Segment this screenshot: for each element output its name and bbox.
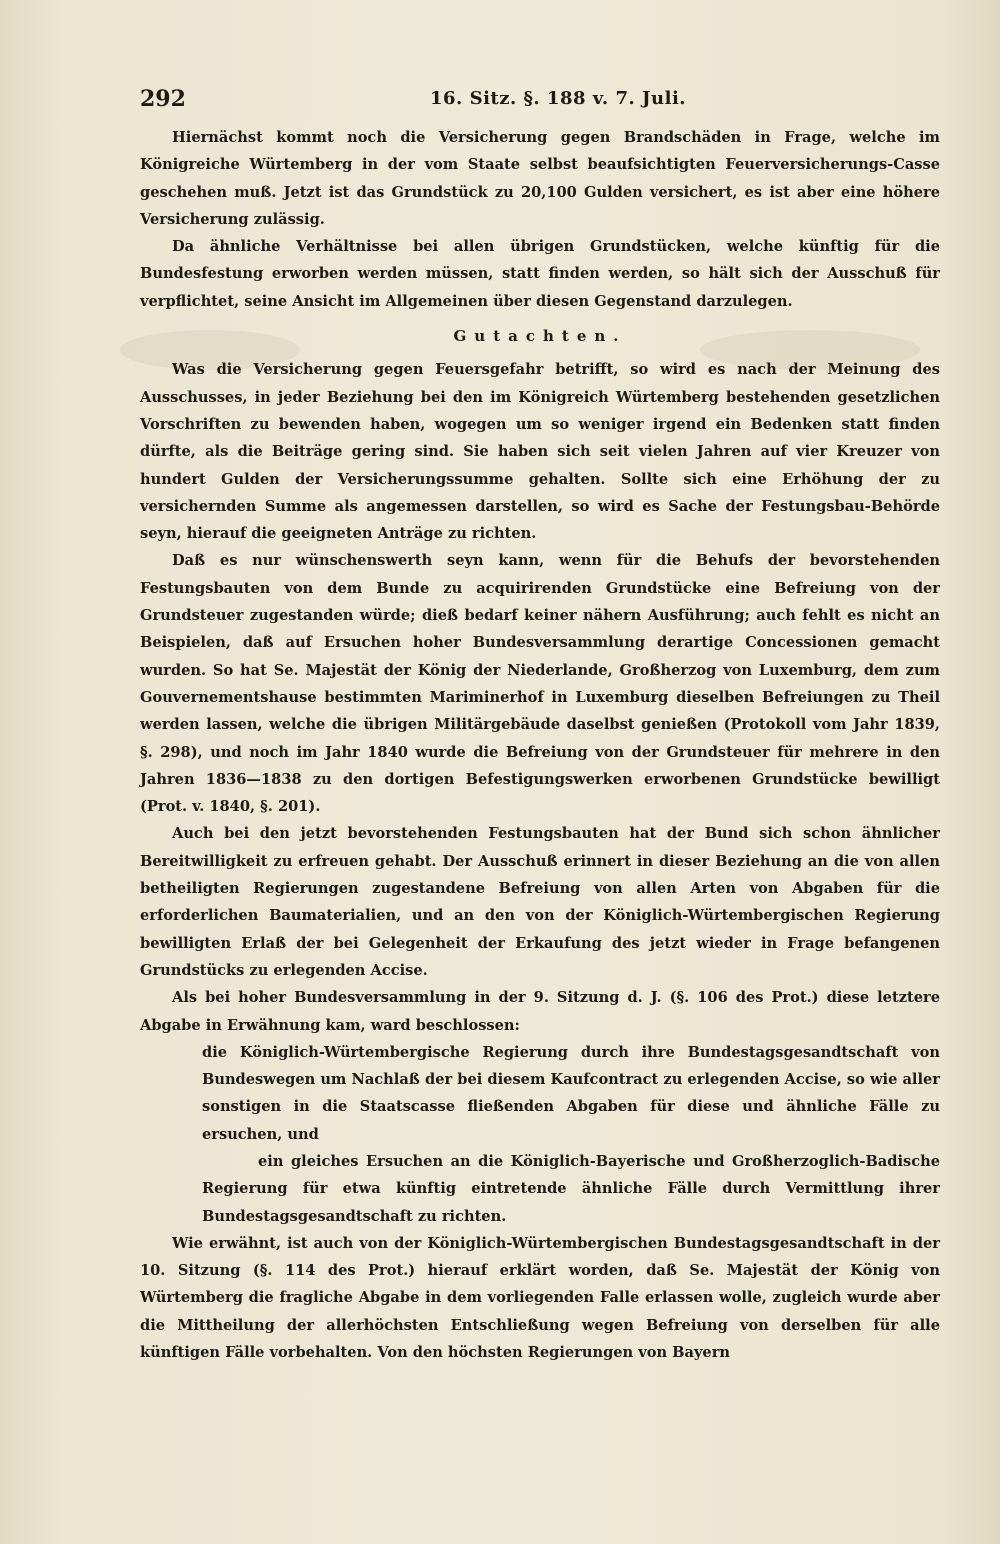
paragraph: Was die Versicherung gegen Feuersgefahr betrifft, so wird es nach der Meinung des Ausschusses, in jeder Beziehung bei den im Königreich Würtemberg bestehenden gesetzlichen Vorschriften zu bewenden haben, wogegen um so weniger irgend ein Bedenken statt finden dürfte, als die Beiträge gering sind. Sie haben sich seit vielen Jahren auf vier Kreuzer von hundert Gulden der Versicherungssumme gehalten. Sollte sich eine Erhöhung der zu versichernden Summe als angemessen darstellen, so wird es Sache der Festungsbau-Behörde seyn, hierauf die geeigneten Anträge zu richten. <box>140 361 940 543</box>
paragraph: Auch bei den jetzt bevorstehenden Festungsbauten hat der Bund sich schon ähnlicher Bereitwilligkeit zu erfreuen gehabt. Der Ausschuß erinnert in dieser Beziehung an die von allen betheiligten Regierungen zugestandene Befreiung von allen Arten von Abgaben für die erforderlichen Baumaterialien, und an den von der Königlich-Würtembergischen Regierung bewilligten Erlaß der bei Gelegenheit der Erkaufung des jetzt wieder in Frage befangenen Grundstücks zu erlegenden Accise. <box>140 825 940 979</box>
page-header <box>140 86 940 116</box>
paragraph: Hiernächst kommt noch die Versicherung gegen Brandschäden in Frage, welche im Königreiche Würtemberg in der vom Staate selbst beaufsichtigten Feuerversicherungs-Casse geschehen muß. Jetzt ist das Grundstück zu 20,100 Gulden versichert, es ist aber eine höhere Versicherung zulässig. <box>140 129 940 228</box>
resolution-clause: ein gleiches Ersuchen an die Königlich-Bayerische und Großherzoglich-Badische Regierung für etwa künftig eintretende ähnliche Fälle durch Vermittlung ihrer Bundestagsgesandtschaft zu richten. <box>202 1152 940 1225</box>
running-title: 16. Sitz. §. 188 v. 7. Juli. <box>430 88 687 109</box>
page-number: 292 <box>140 86 186 112</box>
paragraph: Als bei hoher Bundesversammlung in der 9. Sitzung d. J. (§. 106 des Prot.) diese letztere Abgabe in Erwähnung kam, ward beschlossen: <box>140 989 940 1034</box>
paragraph: Da ähnliche Verhältnisse bei allen übrigen Grundstücken, welche künftig für die Bundesfestung erworben werden müssen, statt finden werden, so hält sich der Ausschuß für verpflichtet, seine Ansicht im Allgemeinen über diesen Gegenstand darzulegen. <box>140 238 940 310</box>
resolution-clause: die Königlich-Würtembergische Regierung durch ihre Bundestagsgesandtschaft von Bundeswegen um Nachlaß der bei diesem Kaufcontract zu erlegenden Accise, so wie aller sonstigen in die Staatscasse fließenden Abgaben für diese und ähnliche Fälle zu ersuchen, und <box>202 1043 940 1143</box>
paragraph: Daß es nur wünschenswerth seyn kann, wenn für die Behufs der bevorstehenden Festungsbauten von dem Bunde zu acquirirenden Grundstücke eine Befreiung von der Grundsteuer zugestanden würde; dieß bedarf keiner nähern Ausführung; auch fehlt es nicht an Beispielen, daß auf Ersuchen hoher Bundesversammlung derartige Concessionen gemacht wurden. So hat Se. Majestät der König der Niederlande, Großherzog von Luxemburg, dem zum Gouvernementshause bestimmten Mariminerhof in Luxemburg dieselben Befreiungen zu Theil werden lassen, welche die übrigen Militärgebäude daselbst genießen (Protokoll vom Jahr 1839, §. 298), und noch im Jahr 1840 wurde die Befreiung von der Grundsteuer für mehrere in den Jahren 1836—1838 zu den dortigen Befestigungswerken erworbenen Grundstücke bewilligt (Prot. v. 1840, §. 201). <box>140 552 940 816</box>
body-text <box>140 124 940 1366</box>
paragraph: Wie erwähnt, ist auch von der Königlich-Würtembergischen Bundestagsgesandtschaft in der 10. Sitzung (§. 114 des Prot.) hierauf erklärt worden, daß Se. Majestät der König von Würtemberg die fragliche Abgabe in dem vorliegenden Falle erlassen wolle, zugleich wurde aber die Mittheilung der allerhöchsten Entschließung wegen Befreiung von derselben für alle künftigen Fälle vorbehalten. Von den höchsten Regierungen von Bayern <box>140 1234 940 1362</box>
section-heading: Gutachten. <box>453 327 627 346</box>
